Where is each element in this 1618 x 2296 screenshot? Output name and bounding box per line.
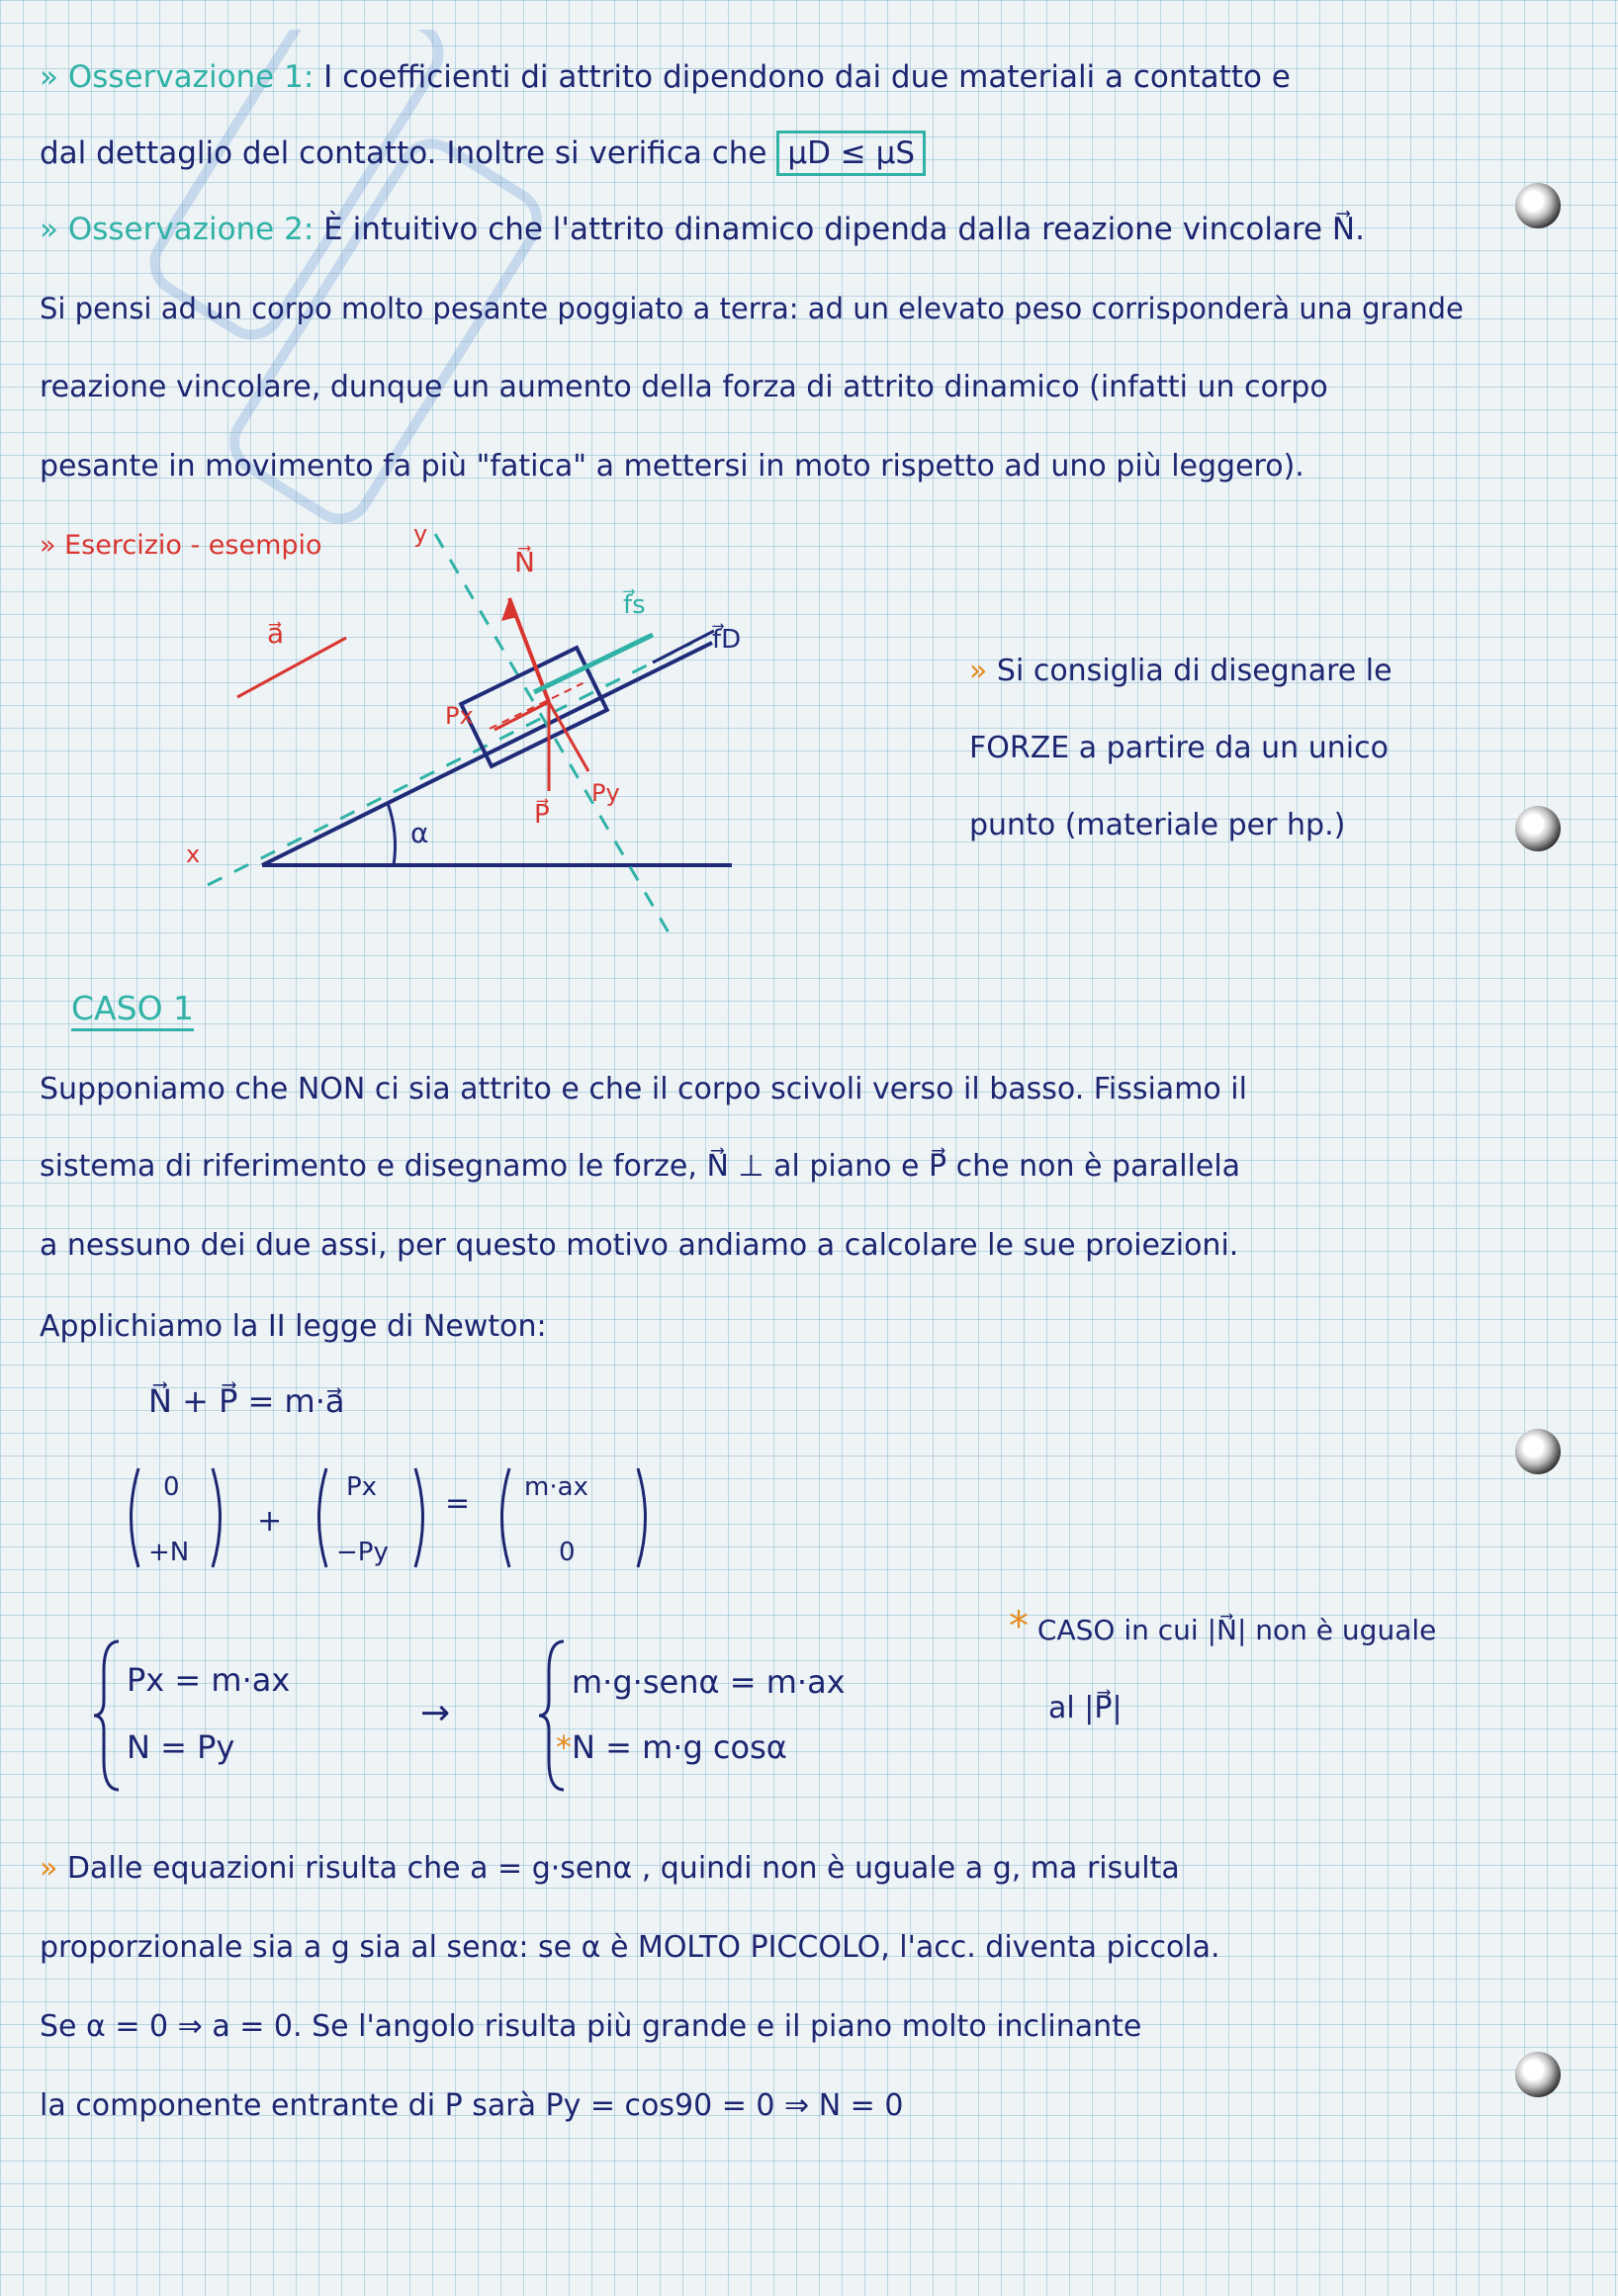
caso1-text3: a nessuno dei due assi, per questo motivo andiamo a calcolare le sue proiezioni. [40, 1228, 1239, 1263]
obs1-line1 [40, 57, 1291, 97]
star-note-marker: * [1009, 1604, 1029, 1649]
conclusion-text3: Se α = 0 ⇒ a = 0. Se l'angolo risulta più grande e il piano molto inclinante [40, 2009, 1142, 2044]
side-note-marker: » [969, 654, 988, 688]
v1-top: 0 [163, 1472, 180, 1502]
acceleration-label: a⃗ [267, 617, 285, 650]
acceleration-arrow [237, 638, 346, 697]
diagram-side-note [969, 633, 1523, 864]
caso1-title: CASO 1 [71, 989, 194, 1031]
vector-equation: N⃗ + P⃗ = m·a⃗ [148, 1382, 345, 1420]
exercise-title: » Esercizio - esempio [40, 530, 322, 561]
angle-label: α [410, 817, 429, 849]
obs2-line1 [40, 210, 1365, 249]
conclusion-marker: » [40, 1851, 58, 1886]
star-note-text2: al |P⃗| [1048, 1691, 1123, 1725]
system-brace-left [89, 1632, 148, 1800]
inclined-plane-diagram [20, 504, 771, 939]
conclusion-text2: proporzionale sia a g sia al senα: se α è MOLTO PICCOLO, l'acc. diventa piccola. [40, 1930, 1220, 1965]
star-note-text1: CASO in cui |N⃗| non è uguale [1036, 1614, 1437, 1646]
conclusion-text1: Dalle equazioni risulta che a = g·senα , quindi non è uguale a g, ma risulta [66, 1851, 1180, 1886]
obs2-label: » Osservazione 2: [40, 212, 315, 247]
star-note-line1 [1009, 1604, 1436, 1649]
weight-label: P⃗ [534, 800, 550, 830]
conclusion-line1 [40, 1849, 1180, 1889]
v1-bottom: +N [148, 1538, 190, 1567]
obs2-text4: pesante in movimento fa più "fatica" a mettersi in moto rispetto ad uno più leggero). [40, 449, 1304, 484]
v3-top: m·ax [524, 1472, 588, 1502]
dynamic-friction-label: f⃗D [712, 625, 742, 655]
side-note-line1: Si consiglia di disegnare le [996, 654, 1393, 688]
conclusion-text4: la componente entrante di P sarà Py = cos90 = 0 ⇒ N = 0 [40, 2088, 904, 2123]
obs2-text3: reazione vincolare, dunque un aumento della forza di attrito dinamico (infatti un corpo [40, 370, 1328, 404]
static-friction-label: f⃗s [623, 590, 646, 620]
system2-eq2: N = m·g cosα [572, 1728, 787, 1766]
x-axis-label: x [186, 840, 201, 868]
punch-hole [1515, 1429, 1561, 1474]
caso1-text4: Applichiamo la II legge di Newton: [40, 1309, 547, 1344]
obs1-text1: I coefficienti di attrito dipendono dai due materiali a contatto e [323, 59, 1291, 95]
obs1-label: » Osservazione 1: [40, 59, 315, 95]
normal-force-label: N⃗ [514, 546, 535, 578]
punch-hole [1515, 183, 1561, 228]
side-note-line3: punto (materiale per hp.) [969, 808, 1346, 842]
system2-star: * [556, 1728, 572, 1766]
weight-y-label: Py [591, 779, 620, 807]
v2-bottom: −Py [336, 1538, 389, 1567]
system2-eq2-wrap [556, 1728, 787, 1766]
obs2-text2: Si pensi ad un corpo molto pesante poggiato a terra: ad un elevato peso corrisponderà una grande [40, 292, 1464, 325]
weight-x-label: Px [445, 702, 474, 730]
equals-sign: = [445, 1486, 471, 1521]
side-note-line2: FORZE a partire da un unico [969, 731, 1389, 765]
system-brace-right [534, 1632, 593, 1800]
friction-inequality: μD ≤ μS [776, 131, 926, 176]
column-vectors [119, 1454, 673, 1582]
caso1-text1: Supponiamo che NON ci sia attrito e che il corpo scivoli verso il basso. Fissiamo il [40, 1072, 1247, 1106]
implies-arrow: → [420, 1693, 451, 1733]
obs1-line2 [40, 133, 926, 173]
system2-eq1: m·g·senα = m·ax [572, 1663, 846, 1701]
v3-bottom: 0 [559, 1538, 576, 1567]
punch-hole [1515, 2052, 1561, 2097]
y-axis-label: y [413, 520, 428, 548]
obs1-text2: dal dettaglio del contatto. Inoltre si verifica che [40, 135, 767, 171]
system1-eq1: Px = m·ax [127, 1661, 291, 1699]
angle-arc [388, 803, 395, 865]
plus-sign: + [257, 1504, 283, 1539]
caso1-text2: sistema di riferimento e disegnamo le forze, N⃗ ⊥ al piano e P⃗ che non è parallela [40, 1149, 1241, 1184]
v2-top: Px [346, 1472, 378, 1502]
system1-eq2: N = Py [127, 1728, 235, 1766]
obs2-text1: È intuitivo che l'attrito dinamico dipenda dalla reazione vincolare N⃗. [323, 212, 1365, 247]
